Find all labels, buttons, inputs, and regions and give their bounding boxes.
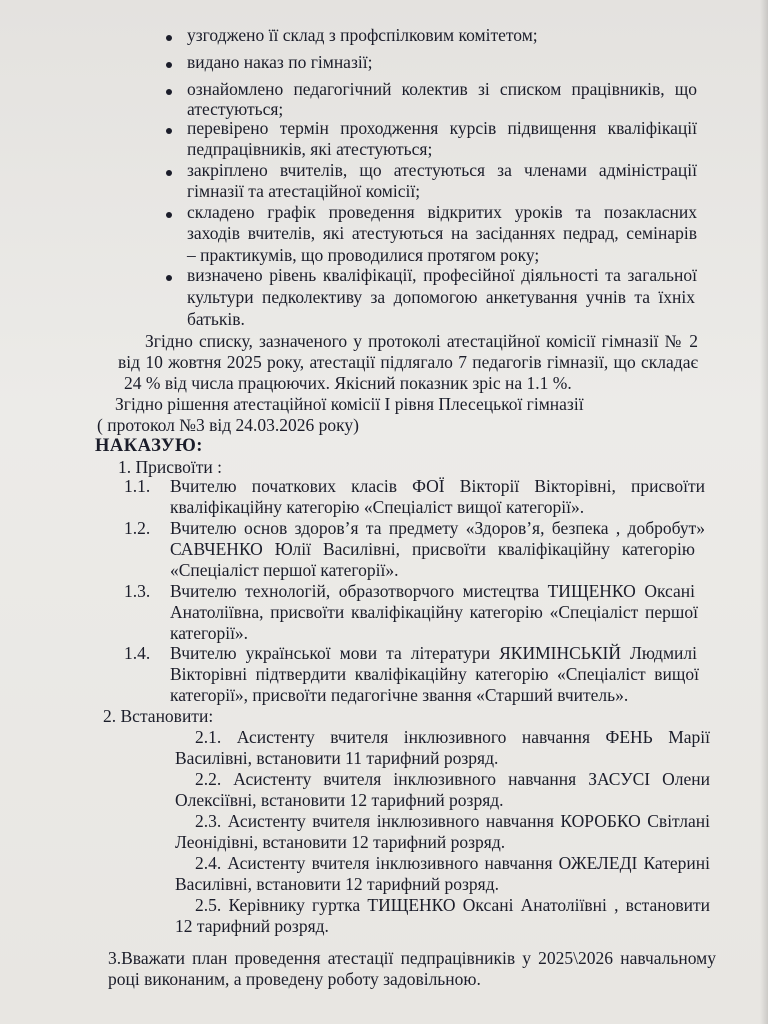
bullet-dot (166, 170, 172, 176)
paragraph-line: ( протокол №3 від 24.03.2026 року) (97, 415, 359, 435)
bullet-line: закріплено вчителів, що атестуються за членами адміністрації (187, 160, 697, 180)
bullet-line: заходів вчителів, які атестуються на засіданнях педрад, семінарів (187, 223, 697, 243)
item-line: Олексіївні, встановити 12 тарифний розряд. (175, 790, 504, 810)
item-line: 2.4. Асистенту вчителя інклюзивного навчання ОЖЕЛЕДІ Катерині (195, 853, 710, 873)
item-line: кваліфікаційну категорію «Спеціаліст вищої категорії». (170, 497, 585, 517)
section-3-line: році виконаним, а проведену роботу задовільною. (108, 969, 481, 989)
item-line: 2.5. Керівнику гуртка ТИЩЕНКО Оксані Анатоліївні , встановити (195, 895, 710, 915)
section-1-title: 1. Присвоїти : (118, 457, 223, 477)
section-3-line: 3.Вважати план проведення атестації педпрацівників у 2025\2026 навчальному (108, 948, 716, 968)
bullet-line: педпрацівників, які атестуються; (187, 139, 433, 159)
bullet-line: перевірено термін проходження курсів підвищення кваліфікації (187, 118, 697, 138)
item-line: САВЧЕНКО Юлії Василівні, присвоїти кваліфікаційну категорію (170, 539, 695, 559)
item-line: Василівні, встановити 11 тарифний розряд. (175, 748, 499, 768)
item-number: 1.2. (124, 518, 151, 538)
bullet-line: – практикумів, що проводилися протягом року; (187, 245, 540, 265)
item-line: Анатоліївна, присвоїти кваліфікаційну категорію «Спеціаліст першої (170, 602, 698, 622)
bullet-line: узгоджено її склад з профспілковим комітетом; (187, 25, 538, 45)
bullet-line: складено графік проведення відкритих уроків та позакласних (187, 202, 697, 222)
page-edge-shadow (760, 0, 768, 1024)
bullet-line: ознайомлено педагогічний колектив зі списком працівників, що (187, 79, 697, 99)
item-line: Вчителю української мови та літератури ЯКИМІНСЬКІЙ Людмилі (170, 643, 697, 663)
bullet-dot (166, 128, 172, 134)
section-2-title: 2. Встановити: (103, 706, 214, 726)
order-heading: НАКАЗУЮ: (95, 436, 203, 456)
item-line: 2.3. Асистенту вчителя інклюзивного навчання КОРОБКО Світлані (195, 811, 710, 831)
bullet-dot (166, 35, 172, 41)
item-line: Вчителю основ здоров’я та предмету «Здоров’я, безпека , добробут» (170, 518, 705, 538)
item-line: «Спеціаліст першої категорії». (170, 560, 399, 580)
item-number: 1.4. (124, 643, 151, 663)
paragraph-line: Згідно рішення атестаційної комісії І рівня Плесецької гімназії (115, 394, 584, 414)
item-line: 2.2. Асистенту вчителя інклюзивного навчання ЗАСУСІ Олени (195, 769, 710, 789)
item-line: 12 тарифний розряд. (175, 916, 329, 936)
bullet-dot (166, 212, 172, 218)
item-line: Вчителю технологій, образотворчого мистецтва ТИЩЕНКО Оксані (170, 581, 695, 601)
bullet-line: видано наказ по гімназії; (187, 52, 373, 72)
bullet-line: батьків. (187, 309, 245, 329)
paragraph-line: 24 % від числа працюючих. Якісний показник зріс на 1.1 %. (124, 373, 572, 393)
paragraph-line: від 10 жовтня 2025 року, атестації підлягало 7 педагогів гімназії, що складає (118, 352, 698, 372)
item-line: Вчителю початкових класів ФОЇ Вікторії Вікторівні, присвоїти (170, 476, 705, 496)
bullet-line: визначено рівень кваліфікації, професійної діяльності та загальної (187, 265, 697, 285)
item-line: Василівні, встановити 12 тарифний розряд. (175, 874, 500, 894)
item-line: Вікторівні підтвердити кваліфікаційну категорію «Спеціаліст вищої (170, 664, 699, 684)
bullet-line: атестуються; (187, 99, 284, 119)
bullet-dot (166, 275, 172, 281)
item-line: категорії», присвоїти педагогічне звання «Старший вчитель». (170, 685, 629, 705)
bullet-line: гімназії та атестаційної комісії; (187, 181, 421, 201)
item-line: 2.1. Асистенту вчителя інклюзивного навчання ФЕНЬ Марії (195, 727, 710, 747)
bullet-line: культури педколективу за допомогою анкетування учнів та їхніх (187, 287, 695, 307)
item-line: категорії». (170, 623, 249, 643)
paragraph-line: Згідно списку, зазначеного у протоколі атестаційної комісії гімназії № 2 (145, 331, 698, 351)
item-number: 1.1. (124, 476, 151, 496)
bullet-dot (166, 62, 172, 68)
item-number: 1.3. (124, 581, 151, 601)
bullet-dot (166, 89, 172, 95)
item-line: Леонідівні, встановити 12 тарифний розряд. (175, 832, 506, 852)
